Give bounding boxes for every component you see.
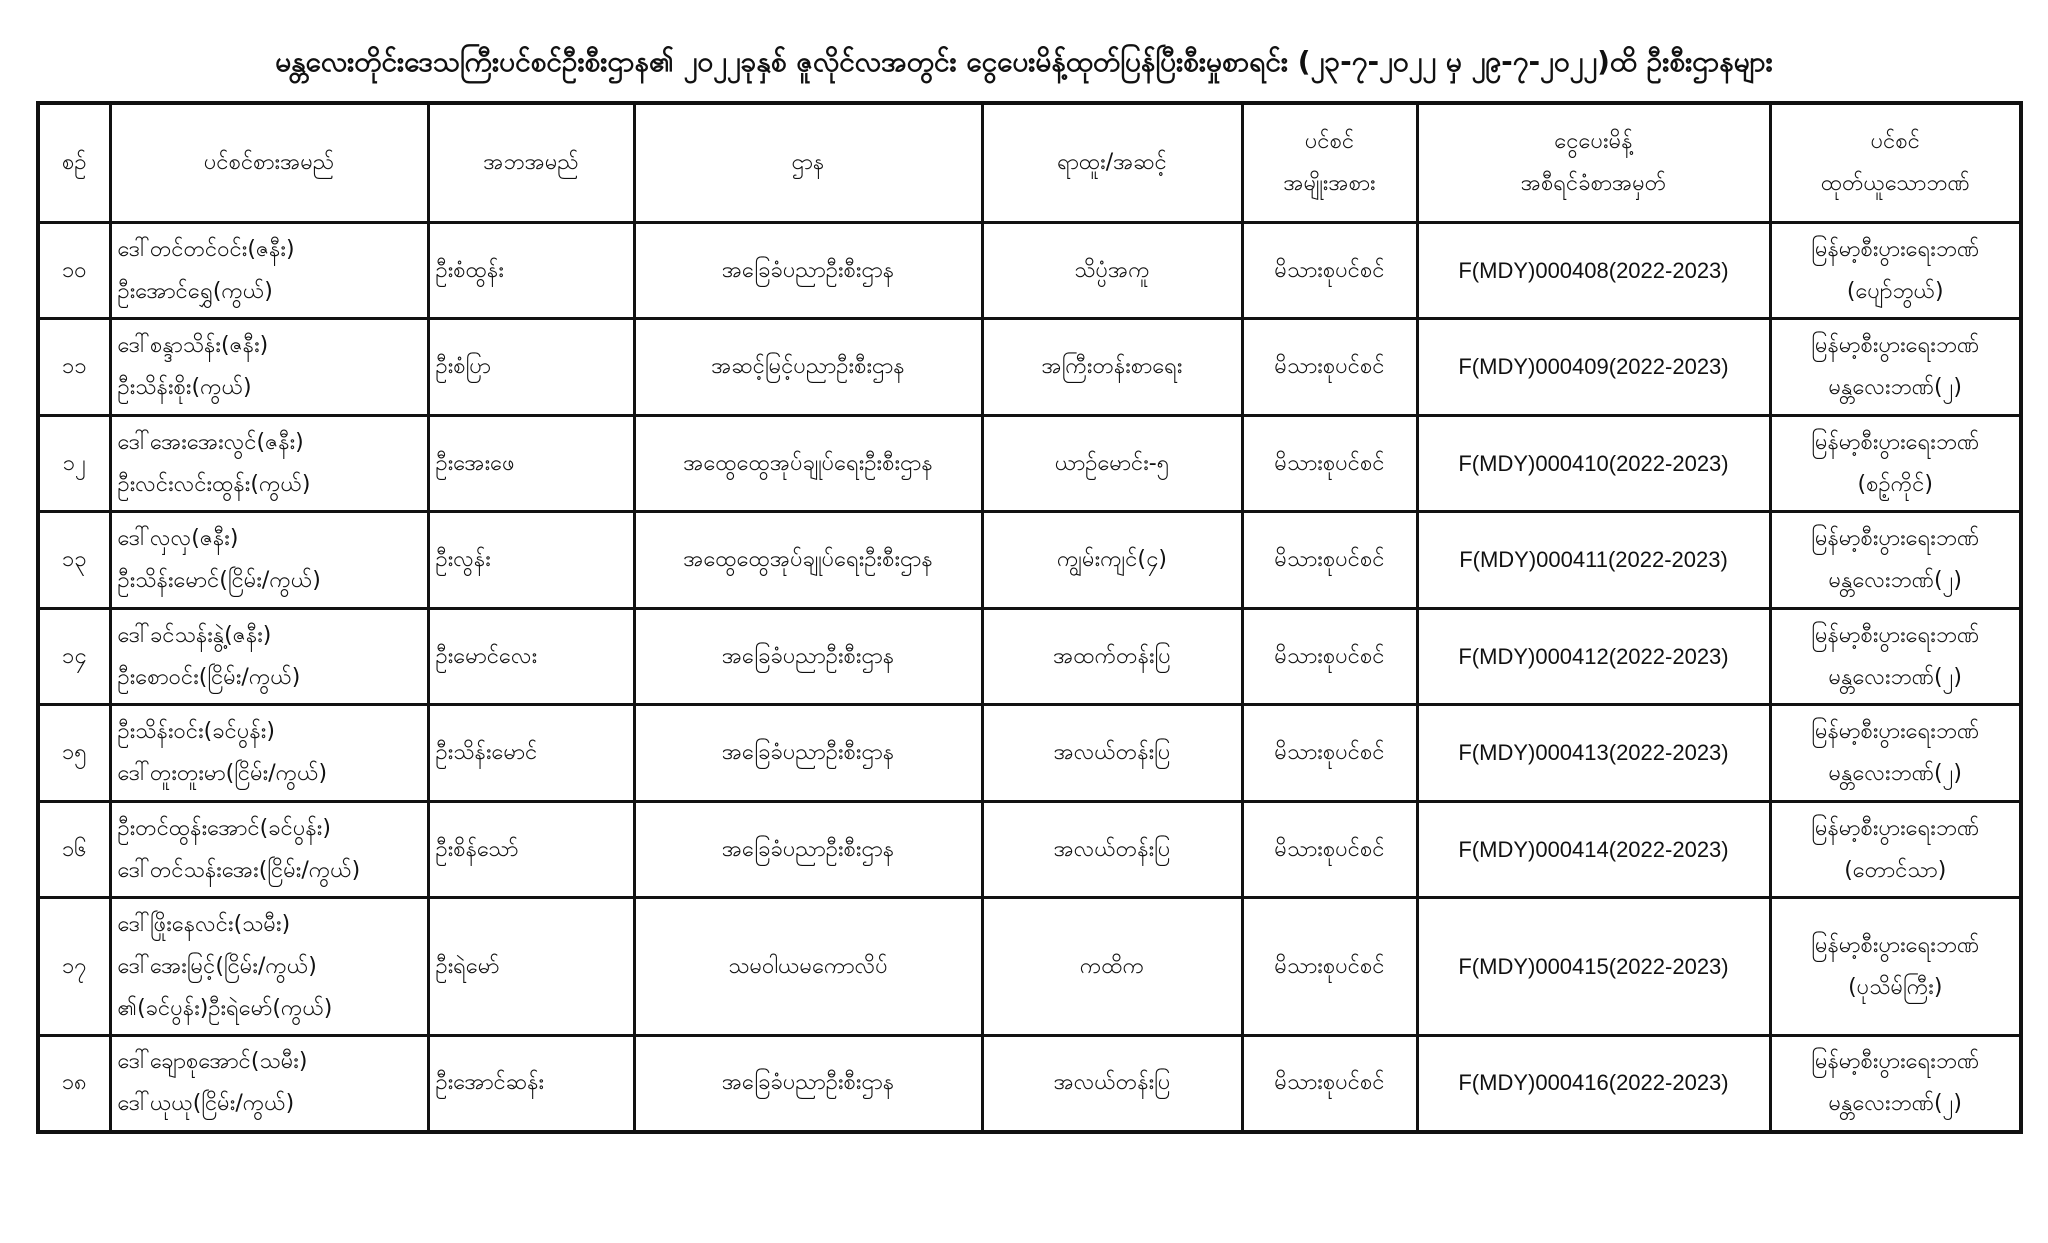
serial-cell: ၁၇ [38, 898, 110, 1036]
pension-payment-table [36, 101, 2023, 1134]
header-pension-type: ပင်စင် အမျိုးအစား [1242, 103, 1417, 223]
pension-type-cell: မိသားစုပင်စင် [1242, 415, 1417, 511]
father-name-cell: ဦးစံပြာ [428, 319, 634, 415]
rank-cell: ကထိက [982, 898, 1242, 1036]
pension-type-cell: မိသားစုပင်စင် [1242, 319, 1417, 415]
serial-cell: ၁၂ [38, 415, 110, 511]
rank-cell: အလယ်တန်းပြ [982, 705, 1242, 801]
table-row [38, 415, 2021, 511]
report-number-cell: F(MDY)000415(2022-2023) [1417, 898, 1770, 1036]
rank-cell: ယာဉ်မောင်း-၅ [982, 415, 1242, 511]
department-cell: အခြေခံပညာဦးစီးဌာန [634, 1035, 982, 1132]
rank-cell: သိပ္ပံအကူ [982, 223, 1242, 319]
department-cell: အခြေခံပညာဦးစီးဌာန [634, 223, 982, 319]
pension-type-cell: မိသားစုပင်စင် [1242, 705, 1417, 801]
rank-cell: ကျွမ်းကျင်(၄) [982, 512, 1242, 608]
father-name-cell: ဦးအောင်ဆန်း [428, 1035, 634, 1132]
rank-cell: အလယ်တန်းပြ [982, 801, 1242, 897]
header-rank: ရာထူး/အဆင့် [982, 103, 1242, 223]
bank-cell: မြန်မာ့စီးပွားရေးဘဏ် (ပျော်ဘွယ်) [1770, 223, 2021, 319]
bank-cell: မြန်မာ့စီးပွားရေးဘဏ် (တောင်သာ) [1770, 801, 2021, 897]
header-pensioner-name: ပင်စင်စားအမည် [110, 103, 428, 223]
father-name-cell: ဦးမောင်လေး [428, 608, 634, 704]
serial-cell: ၁၀ [38, 223, 110, 319]
pensioner-name-cell: ဒေါ်ချောစုအောင်(သမီး) ဒေါ်ယုယု(ငြိမ်း/ကွယ်) [110, 1035, 428, 1132]
pensioner-name-cell: ဒေါ်ဖြိုးနေလင်း(သမီး) ဒေါ်အေးမြင့်(ငြိမ်း/ကွယ်) ၏(ခင်ပွန်း)ဦးရဲမော်(ကွယ်) [110, 898, 428, 1036]
header-payment-order: ငွေပေးမိန့် အစီရင်ခံစာအမှတ် [1417, 103, 1770, 223]
rank-cell: အကြီးတန်းစာရေး [982, 319, 1242, 415]
pension-type-cell: မိသားစုပင်စင် [1242, 1035, 1417, 1132]
pension-type-cell: မိသားစုပင်စင် [1242, 608, 1417, 704]
table-row [38, 223, 2021, 319]
department-cell: သမဝါယမကောလိပ် [634, 898, 982, 1036]
serial-cell: ၁၈ [38, 1035, 110, 1132]
report-number-cell: F(MDY)000409(2022-2023) [1417, 319, 1770, 415]
father-name-cell: ဦးလွန်း [428, 512, 634, 608]
header-serial: စဉ် [38, 103, 110, 223]
pensioner-name-cell: ဒေါ်ခင်သန်းနွဲ့(ဇနီး) ဦးစောဝင်း(ငြိမ်း/ကွယ်) [110, 608, 428, 704]
bank-cell: မြန်မာ့စီးပွားရေးဘဏ် (စဉ့်ကိုင်) [1770, 415, 2021, 511]
table-row [38, 319, 2021, 415]
bank-cell: မြန်မာ့စီးပွားရေးဘဏ် (ပုသိမ်ကြီး) [1770, 898, 2021, 1036]
report-number-cell: F(MDY)000414(2022-2023) [1417, 801, 1770, 897]
bank-cell: မြန်မာ့စီးပွားရေးဘဏ် မန္တလေးဘဏ်(၂) [1770, 705, 2021, 801]
department-cell: အဆင့်မြင့်ပညာဦးစီးဌာန [634, 319, 982, 415]
department-cell: အခြေခံပညာဦးစီးဌာန [634, 608, 982, 704]
rank-cell: အလယ်တန်းပြ [982, 1035, 1242, 1132]
page-title: မန္တလေးတိုင်းဒေသကြီးပင်စင်ဦးစီးဌာန၏ ၂၀၂၂ခုနှစ် ဇူလိုင်လအတွင်း ငွေပေးမိန့်ထုတ်ပြန်ပြီးစီးမှုစာရင်း (၂၃-၇-၂၀၂၂ မှ ၂၉-၇-၂၀၂၂)ထိ ဦးစီးဌာနများ [275, 45, 1773, 78]
father-name-cell: ဦးရဲမော် [428, 898, 634, 1036]
report-number-cell: F(MDY)000410(2022-2023) [1417, 415, 1770, 511]
header-row [38, 103, 2021, 223]
report-number-cell: F(MDY)000413(2022-2023) [1417, 705, 1770, 801]
table-row [38, 1035, 2021, 1132]
father-name-cell: ဦးစံထွန်း [428, 223, 634, 319]
report-number-cell: F(MDY)000408(2022-2023) [1417, 223, 1770, 319]
pensioner-name-cell: ဦးတင်ထွန်းအောင်(ခင်ပွန်း) ဒေါ်တင်သန်းအေး(ငြိမ်း/ကွယ်) [110, 801, 428, 897]
table-row [38, 512, 2021, 608]
father-name-cell: ဦးစိန်သော် [428, 801, 634, 897]
pensioner-name-cell: ဒေါ်တင်တင်ဝင်း(ဇနီး) ဦးအောင်ရွှေ(ကွယ်) [110, 223, 428, 319]
serial-cell: ၁၄ [38, 608, 110, 704]
pension-type-cell: မိသားစုပင်စင် [1242, 898, 1417, 1036]
pensioner-name-cell: ဒေါ်အေးအေးလွင်(ဇနီး) ဦးလင်းလင်းထွန်း(ကွယ်) [110, 415, 428, 511]
header-father-name: အဘအမည် [428, 103, 634, 223]
department-cell: အခြေခံပညာဦးစီးဌာန [634, 705, 982, 801]
serial-cell: ၁၅ [38, 705, 110, 801]
table-row [38, 898, 2021, 1036]
bank-cell: မြန်မာ့စီးပွားရေးဘဏ် မန္တလေးဘဏ်(၂) [1770, 1035, 2021, 1132]
serial-cell: ၁၆ [38, 801, 110, 897]
bank-cell: မြန်မာ့စီးပွားရေးဘဏ် မန္တလေးဘဏ်(၂) [1770, 319, 2021, 415]
department-cell: အထွေထွေအုပ်ချုပ်ရေးဦးစီးဌာန [634, 415, 982, 511]
father-name-cell: ဦးအေးဖေ [428, 415, 634, 511]
report-number-cell: F(MDY)000412(2022-2023) [1417, 608, 1770, 704]
serial-cell: ၁၁ [38, 319, 110, 415]
pension-type-cell: မိသားစုပင်စင် [1242, 801, 1417, 897]
table-row [38, 608, 2021, 704]
pension-type-cell: မိသားစုပင်စင် [1242, 223, 1417, 319]
header-bank: ပင်စင် ထုတ်ယူသောဘဏ် [1770, 103, 2021, 223]
bank-cell: မြန်မာ့စီးပွားရေးဘဏ် မန္တလေးဘဏ်(၂) [1770, 608, 2021, 704]
table-row [38, 801, 2021, 897]
pension-type-cell: မိသားစုပင်စင် [1242, 512, 1417, 608]
serial-cell: ၁၃ [38, 512, 110, 608]
report-number-cell: F(MDY)000411(2022-2023) [1417, 512, 1770, 608]
pensioner-name-cell: ဒေါ်လှလှ(ဇနီး) ဦးသိန်းမောင်(ငြိမ်း/ကွယ်) [110, 512, 428, 608]
pensioner-name-cell: ဦးသိန်းဝင်း(ခင်ပွန်း) ဒေါ်တူးတူးမာ(ငြိမ်း/ကွယ်) [110, 705, 428, 801]
table-row [38, 705, 2021, 801]
rank-cell: အထက်တန်းပြ [982, 608, 1242, 704]
pensioner-name-cell: ဒေါ်စန္ဒာသိန်း(ဇနီး) ဦးသိန်းစိုး(ကွယ်) [110, 319, 428, 415]
table-body [38, 223, 2021, 1133]
father-name-cell: ဦးသိန်းမောင် [428, 705, 634, 801]
bank-cell: မြန်မာ့စီးပွားရေးဘဏ် မန္တလေးဘဏ်(၂) [1770, 512, 2021, 608]
report-number-cell: F(MDY)000416(2022-2023) [1417, 1035, 1770, 1132]
department-cell: အထွေထွေအုပ်ချုပ်ရေးဦးစီးဌာန [634, 512, 982, 608]
header-department: ဌာန [634, 103, 982, 223]
department-cell: အခြေခံပညာဦးစီးဌာန [634, 801, 982, 897]
